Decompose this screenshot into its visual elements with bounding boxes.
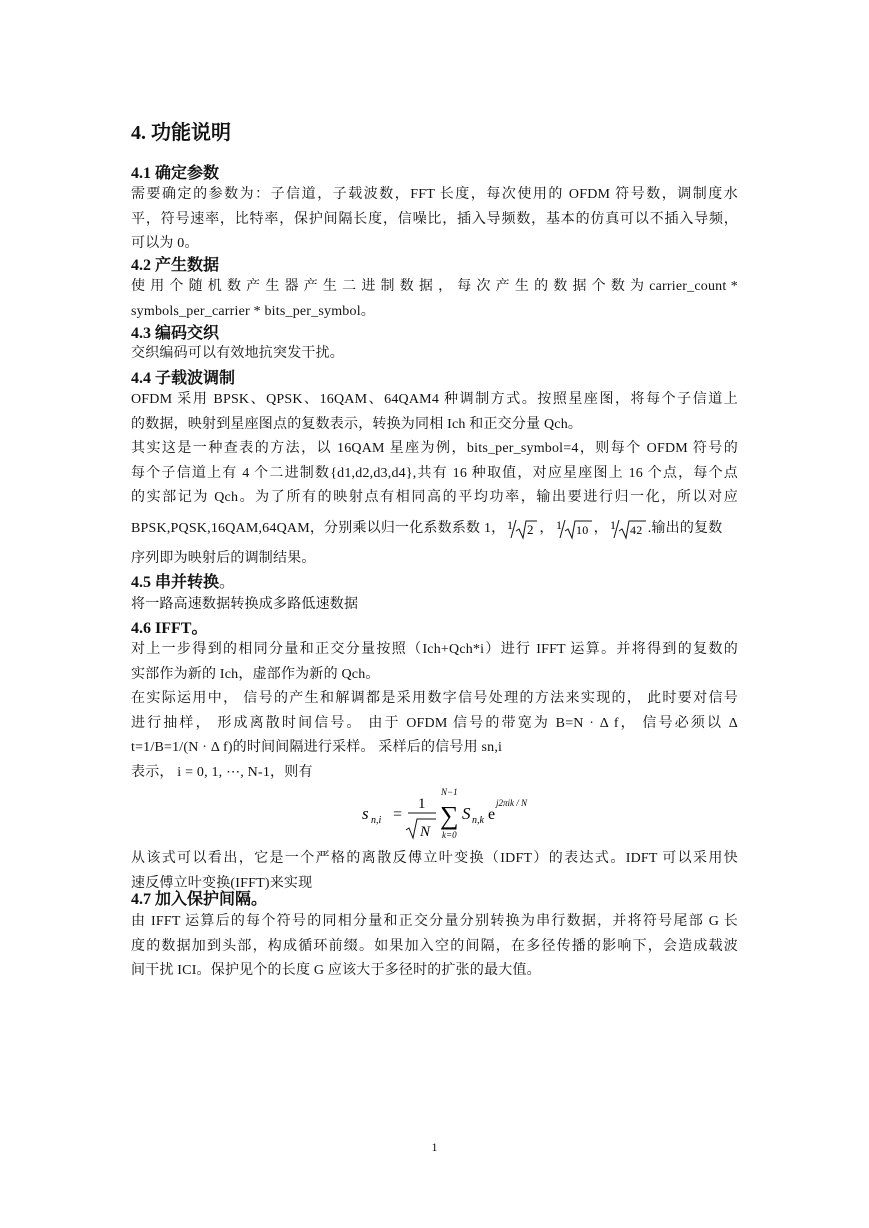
section-body-4-6 bbox=[131, 638, 738, 785]
section-heading-4-1: 4.1 确定参数 bbox=[131, 165, 220, 182]
formula-exp-base: e bbox=[488, 806, 496, 823]
section-body-4-5 bbox=[131, 593, 738, 618]
formula-term-sub: n,k bbox=[472, 815, 484, 826]
text-line: 速反傅立叶变换(IFFT)来实现 bbox=[131, 875, 313, 891]
normalization-line bbox=[131, 515, 738, 543]
text-line: symbols_per_carrier * bits_per_symbol。 bbox=[131, 303, 376, 319]
formula-numerator: 1 bbox=[418, 796, 426, 812]
text-line: 交织编码可以有效地抗突发干扰。 bbox=[131, 346, 344, 361]
coef-radicand: 2 bbox=[527, 521, 535, 537]
comma: ， bbox=[539, 521, 554, 536]
section-heading-4-4: 4.4 子载波调制 bbox=[131, 370, 236, 387]
section-body-4-2 bbox=[131, 275, 738, 324]
section-heading-4-3: 4.3 编码交织 bbox=[131, 325, 220, 342]
text-line: 可以为 0。 bbox=[131, 236, 199, 251]
section-body-4-3 bbox=[131, 342, 738, 367]
text-line: 将一路高速数据转换成多路低速数据 bbox=[131, 597, 359, 612]
section-body-4-7 bbox=[131, 910, 738, 984]
text-line: 其实这是一种查表的方法，以 16QAM 星座为例，bits_per_symbol=4，则每个 OFDM 符号的 bbox=[131, 441, 738, 456]
text-line: 度的数据加到头部，构成循环前缀。如果加入空的间隔，在多径传播的影响下，会造成载波 bbox=[131, 938, 738, 954]
page-number: 1 bbox=[431, 1140, 438, 1154]
coef-radicand: 10 bbox=[575, 522, 588, 537]
sum-lower: k=0 bbox=[442, 830, 457, 840]
formula-denominator: N bbox=[420, 824, 431, 840]
coef-num: 1 bbox=[609, 517, 616, 532]
document-title: 4. 功能说明 bbox=[131, 122, 231, 144]
text-line: 序列即为映射后的调制结果。 bbox=[131, 551, 316, 566]
coefficient-inverse-sqrt-10 bbox=[554, 516, 594, 542]
coef-num: 1 bbox=[507, 517, 514, 532]
section-body-4-4 bbox=[131, 388, 738, 511]
text-line: 的实部记为 Qch。为了所有的映射点有相同高的平均功率，输出要进行归一化，所以对应 bbox=[131, 490, 738, 505]
text-line: 从该式可以看出，它是一个严格的离散反傅立叶变换（IDFT）的表达式。IDFT 可以采用快 bbox=[131, 851, 738, 866]
sigma-symbol: ∑ bbox=[440, 801, 459, 830]
comma: ， bbox=[593, 521, 608, 536]
section-heading-4-6: 4.6 IFFT。 bbox=[131, 620, 208, 637]
section-heading-text: 4.5 串并转换 bbox=[131, 574, 220, 591]
formula-exponent: j2πik / N bbox=[496, 798, 528, 808]
formula-lhs-sub: n,i bbox=[371, 815, 382, 826]
sum-upper: N−1 bbox=[441, 787, 458, 797]
coef-radicand: 42 bbox=[629, 522, 643, 537]
text-line: 对上一步得到的相同分量和正交分量按照（Ich+Qch*i）进行 IFFT 运算。并将得到的复数的 bbox=[131, 642, 738, 657]
text-line: 进行抽样， 形成离散时间信号。 由于 OFDM 信号的带宽为 B=N · Δ f， 信号必须以 Δ bbox=[131, 715, 738, 731]
text-line: 间干扰 ICI。保护见个的长度 G 应该大于多径时的扩张的最大值。 bbox=[131, 963, 541, 978]
formula-equals: = bbox=[393, 806, 403, 823]
normalization-text-post: .输出的复数 bbox=[647, 521, 723, 536]
normalization-text-pre: BPSK,PQSK,16QAM,64QAM，分别乘以归一化系数系数 1， bbox=[131, 521, 506, 536]
text-line: 由 IFFT 运算后的每个符号的同相分量和正交分量分别转换为串行数据，并将符号尾部 G 长 bbox=[131, 914, 738, 929]
section-body-4-4-end bbox=[131, 547, 738, 572]
text-line: 使 用 个 随 机 数 产 生 器 产 生 二 进 制 数 据 ， 每 次 产 生 的 数 据 个 数 为 carrier_count * bbox=[131, 279, 738, 294]
text-line: 需要确定的参数为：子信道，子载波数，FFT 长度，每次使用的 OFDM 符号数，调制度水 bbox=[131, 187, 738, 202]
section-heading-suffix: 。 bbox=[219, 574, 236, 591]
coef-num: 1 bbox=[555, 517, 562, 532]
section-body-4-6-after bbox=[131, 847, 738, 896]
formula-lhs: s bbox=[362, 804, 369, 823]
idft-formula bbox=[362, 786, 562, 842]
section-heading-4-5 bbox=[131, 573, 235, 593]
text-line: 实部作为新的 Ich，虚部作为新的 Qch。 bbox=[131, 666, 380, 682]
text-line: 平，符号速率，比特率，保护间隔长度，信噪比，插入导频数，基本的仿真可以不插入导频， bbox=[131, 211, 738, 227]
coefficient-inverse-sqrt-42 bbox=[608, 516, 648, 542]
formula-term: S bbox=[462, 804, 471, 823]
text-line: t=1/B=1/(N · Δ f)的时间间隔进行采样。 采样后的信号用 sn,i bbox=[131, 740, 503, 755]
text-line: 表示， i = 0, 1, ⋯, N-1，则有 bbox=[131, 764, 313, 780]
section-heading-4-2: 4.2 产生数据 bbox=[131, 257, 220, 274]
text-line: OFDM 采用 BPSK、QPSK、16QAM、64QAM4 种调制方式。按照星座图，将每个子信道上 bbox=[131, 392, 738, 407]
section-heading-4-7: 4.7 加入保护间隔。 bbox=[131, 891, 268, 908]
section-body-4-1 bbox=[131, 183, 738, 257]
coefficient-inverse-sqrt-2 bbox=[505, 516, 539, 542]
text-line: 的数据，映射到星座图点的复数表示，转换为同相 Ich 和正交分量 Qch。 bbox=[131, 416, 583, 432]
text-line: 在实际运用中， 信号的产生和解调都是采用数字信号处理的方法来实现的， 此时要对信号 bbox=[131, 691, 738, 706]
text-line: 每个子信道上有 4 个二进制数{d1,d2,d3,d4},共有 16 种取值，对应星座图上 16 个点，每个点 bbox=[131, 465, 738, 481]
